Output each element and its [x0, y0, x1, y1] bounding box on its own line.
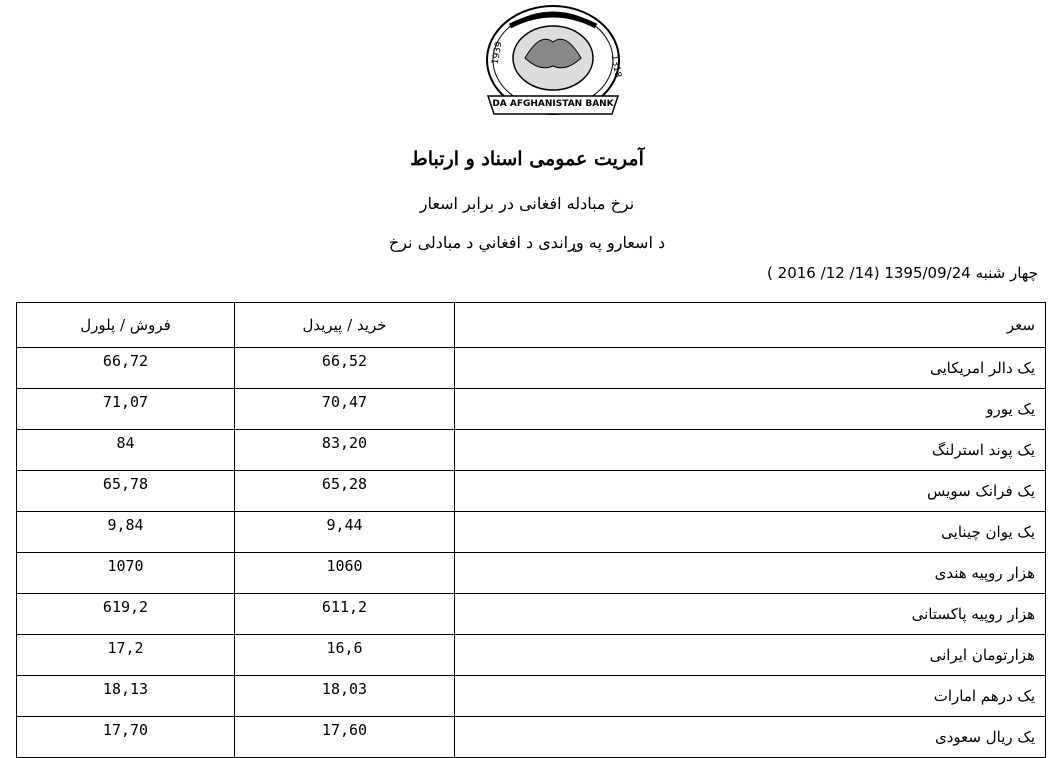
date-label: چهار شنبه 1395/09/24 (14/ 12/ 2016 )	[767, 264, 1038, 282]
table-row	[17, 717, 1046, 758]
subtitle-pashto: د اسعارو په وړاندی د افغاني د مبادلی نرخ	[388, 233, 666, 252]
cell-buy: 70,47	[235, 389, 455, 430]
cell-buy: 17,60	[235, 717, 455, 758]
cell-currency: یک فرانک سویس	[455, 471, 1046, 512]
exchange-rate-table	[16, 302, 1046, 758]
cell-sell: 17,70	[17, 717, 235, 758]
cell-currency: هزار روپیه هندی	[455, 553, 1046, 594]
table-row	[17, 512, 1046, 553]
cell-currency: هزار روپیه پاکستانی	[455, 594, 1046, 635]
table-row	[17, 430, 1046, 471]
cell-sell: 71,07	[17, 389, 235, 430]
cell-buy: 65,28	[235, 471, 455, 512]
cell-buy: 18,03	[235, 676, 455, 717]
cell-sell: 619,2	[17, 594, 235, 635]
header-buy: خرید / پیریدل	[235, 303, 455, 348]
bank-logo	[480, 2, 626, 118]
cell-buy: 83,20	[235, 430, 455, 471]
svg-text:1939: 1939	[490, 40, 505, 66]
table-header-row	[17, 303, 1046, 348]
cell-buy: 9,44	[235, 512, 455, 553]
cell-currency: یک یورو	[455, 389, 1046, 430]
cell-sell: 1070	[17, 553, 235, 594]
cell-currency: یک ریال سعودی	[455, 717, 1046, 758]
cell-sell: 18,13	[17, 676, 235, 717]
cell-currency: یک یوان چینایی	[455, 512, 1046, 553]
table-row	[17, 594, 1046, 635]
cell-sell: 65,78	[17, 471, 235, 512]
cell-currency: یک درهم امارات	[455, 676, 1046, 717]
cell-buy: 611,2	[235, 594, 455, 635]
cell-buy: 16,6	[235, 635, 455, 676]
table-row	[17, 471, 1046, 512]
table-row	[17, 635, 1046, 676]
cell-buy: 1060	[235, 553, 455, 594]
cell-sell: 17,2	[17, 635, 235, 676]
cell-sell: 9,84	[17, 512, 235, 553]
table-row	[17, 348, 1046, 389]
table-row	[17, 389, 1046, 430]
header-currency: سعر	[455, 303, 1046, 348]
svg-text:DA AFGHANISTAN BANK: DA AFGHANISTAN BANK	[492, 99, 614, 109]
cell-currency: یک پوند استرلنگ	[455, 430, 1046, 471]
subtitle-dari: نرخ مبادله افغانی در برابر اسعار	[419, 194, 635, 213]
cell-currency: هزارتومان ایرانی	[455, 635, 1046, 676]
page-title: آمریت عمومی اسناد و ارتباط	[410, 148, 644, 170]
header-sell: فروش / پلورل	[17, 303, 235, 348]
table-row	[17, 553, 1046, 594]
svg-text:1318: 1318	[608, 54, 623, 79]
cell-currency: یک دالر امریکایی	[455, 348, 1046, 389]
cell-sell: 84	[17, 430, 235, 471]
cell-sell: 66,72	[17, 348, 235, 389]
cell-buy: 66,52	[235, 348, 455, 389]
table-row	[17, 676, 1046, 717]
